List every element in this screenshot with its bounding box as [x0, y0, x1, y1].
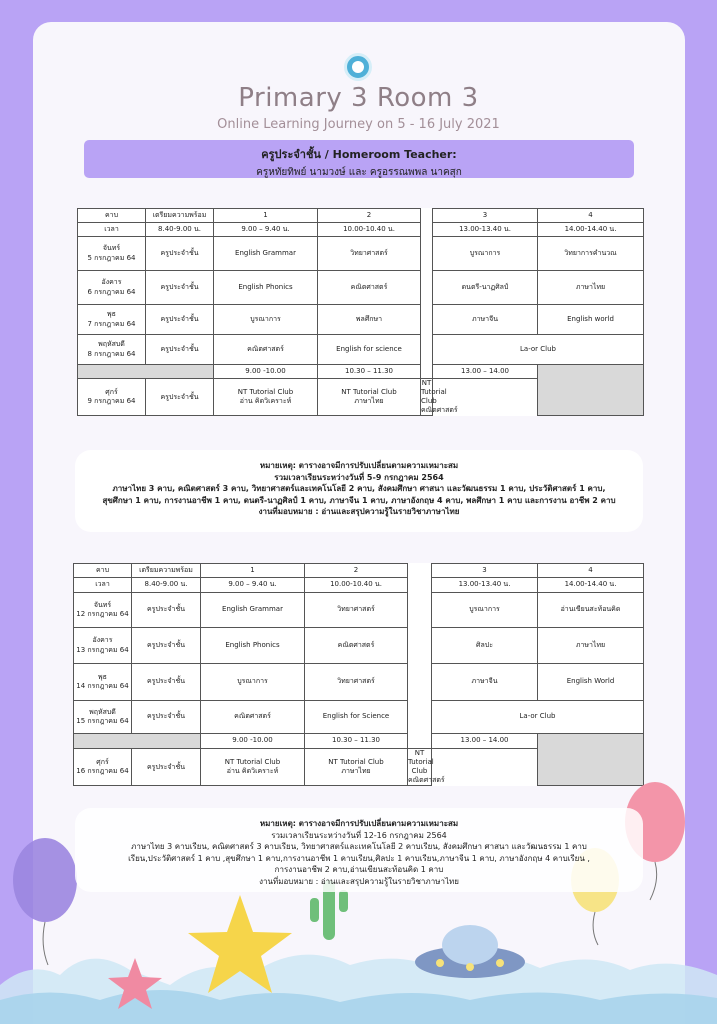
homeroom-label: ครูประจำชั้น / Homeroom Teacher:: [261, 148, 457, 161]
subject-cell: วิทยาการคำนวณ: [538, 237, 644, 271]
day-name: จันทร์: [93, 600, 112, 609]
day-name: อังคาร: [101, 278, 122, 287]
time-cell: 13.00-13.40 น.: [433, 223, 538, 237]
subject-cell: English for Science: [305, 701, 408, 734]
header-cell: 1: [214, 209, 318, 223]
time-cell: 9.00 – 9.40 น.: [201, 578, 305, 593]
time-cell: 13.00 – 14.00: [432, 734, 538, 749]
page-subtitle: Online Learning Journey on 5 - 16 July 2021: [217, 117, 500, 132]
time-cell: 13.00-13.40 น.: [432, 578, 538, 593]
subject-cell: NT Tutorial Club คณิตศาสตร์: [408, 749, 445, 785]
time-cell: เวลา: [78, 223, 146, 237]
subject-cell: คณิตศาสตร์: [201, 701, 305, 734]
subject-cell: NT Tutorial Club คณิตศาสตร์: [421, 379, 458, 415]
subject-cell: บูรณาการ: [432, 593, 538, 628]
day-date: 8 กรกฎาคม 64: [87, 349, 136, 358]
time-cell: 14.00-14.40 น.: [538, 578, 644, 593]
subject-cell: คณิตศาสตร์: [305, 628, 408, 664]
prep-cell: ครูประจำชั้น: [132, 664, 201, 701]
header-cell: 2: [305, 564, 408, 578]
day-name: พฤหัสบดี: [98, 340, 125, 349]
note-heading: หมายเหตุ: ตารางอาจมีการปรับเปลี่ยนตามความเหมาะสม: [259, 819, 459, 828]
note-week2: [75, 808, 643, 892]
header-cell: 3: [433, 209, 538, 223]
note-period: รวมเวลาเรียนระหว่างวันที่ 12-16 กรกฎาคม 2564: [271, 830, 447, 840]
subject-cell: ภาษาไทย: [538, 628, 644, 664]
time-cell: 9.00 -10.00: [201, 734, 305, 749]
subject-cell: English World: [538, 664, 644, 701]
header-cell: เตรียมความพร้อม: [146, 209, 214, 223]
header-cell: 2: [318, 209, 421, 223]
time-cell: 10.30 – 11.30: [305, 734, 408, 749]
note-line: สุขศึกษา 1 คาบ, การงานอาชีพ 1 คาบ, ดนตรี-นาฏศิลป์ 1 คาบ, ภาษาจีน 1 คาบ, ภาษาอังกฤษ 4 คาบ, พลศึกษา 1 คาบ และการงาน อาชีพ 2 คาบ: [102, 495, 616, 505]
club-subject: ภาษาไทย: [354, 397, 384, 406]
note-line: ภาษาไทย 3 คาบเรียน, คณิตศาสตร์ 3 คาบเรียน, วิทยาศาสตร์และเทคโนโลยี 2 คาบเรียน, สังคมศึกษา ศาสนา และวัฒนธรรม 1 คาบ: [131, 842, 587, 852]
day-name: จันทร์: [102, 244, 121, 253]
day-name: พุธ: [107, 310, 116, 319]
club-name: NT Tutorial Club: [224, 758, 281, 767]
subject-cell: ภาษาจีน: [433, 305, 538, 335]
prep-cell: ครูประจำชั้น: [132, 593, 201, 628]
time-cell: 9.00 – 9.40 น.: [214, 223, 318, 237]
subject-cell: พลศึกษา: [318, 305, 421, 335]
header-cell: 1: [201, 564, 305, 578]
note-period: รวมเวลาเรียนระหว่างวันที่ 5-9 กรกฎาคม 2564: [274, 472, 444, 482]
club-subject: อ่าน คิดวิเคราะห์: [226, 767, 279, 776]
note-heading: หมายเหตุ: ตารางอาจมีการปรับเปลี่ยนตามความเหมาะสม: [259, 461, 459, 470]
club-cell: La-or Club: [433, 335, 644, 365]
header-cell: 4: [538, 209, 644, 223]
note-assignment: งานที่มอบหมาย : อ่านและสรุปความรู้ในรายวิชาภาษาไทย: [258, 507, 460, 517]
time-cell: 8.40-9.00 น.: [132, 578, 201, 593]
day-name: ศุกร์: [105, 388, 118, 397]
subject-cell: English Grammar: [201, 593, 305, 628]
subject-cell: English Phonics: [201, 628, 305, 664]
subject-cell: English Grammar: [214, 237, 318, 271]
day-name: อังคาร: [92, 636, 113, 645]
time-cell: 10.00-10.40 น.: [305, 578, 408, 593]
subject-cell: English for science: [318, 335, 421, 365]
day-date: 12 กรกฎาคม 64: [76, 610, 129, 618]
day-date: 9 กรกฎาคม 64: [87, 397, 136, 406]
subject-cell: บูรณาการ: [201, 664, 305, 701]
time-cell: 10.00-10.40 น.: [318, 223, 421, 237]
club-name: NT Tutorial Club: [341, 388, 397, 397]
note-assignment: งานที่มอบหมาย : อ่านและสรุปความรู้ในรายวิชาภาษาไทย: [259, 876, 459, 886]
club-subject: ภาษาไทย: [341, 767, 371, 776]
note-line: การงานอาชีพ 2 คาบ,อ่านเขียนสะท้อนคิด 1 คาบ: [274, 865, 444, 875]
prep-cell: ครูประจำชั้น: [146, 305, 214, 335]
header-cell: คาบ: [74, 564, 132, 578]
subject-cell: ดนตรี-นาฏศิลป์: [433, 271, 538, 305]
day-date: 14 กรกฎาคม 64: [76, 682, 129, 690]
subject-cell: วิทยาศาสตร์: [305, 593, 408, 628]
prep-cell: ครูประจำชั้น: [132, 628, 201, 664]
header-cell: เตรียมความพร้อม: [132, 564, 201, 578]
day-name: พฤหัสบดี: [89, 707, 116, 716]
prep-cell: ครูประจำชั้น: [146, 271, 214, 305]
subject-cell: วิทยาศาสตร์: [318, 237, 421, 271]
club-cell: La-or Club: [432, 701, 644, 734]
note-line: เรียน,ประวัติศาสตร์ 1 คาบ ,สุขศึกษา 1 คาบ,การงานอาชีพ 1 คาบเรียน,ศิลปะ 1 คาบเรียน,ภาษาจีน 1 คาบ, ภาษาอังกฤษ 4 คาบเรียน ,: [128, 853, 590, 863]
day-date: 5 กรกฎาคม 64: [87, 253, 136, 262]
day-name: ศุกร์: [96, 758, 109, 767]
subject-cell: ภาษาไทย: [538, 271, 644, 305]
time-cell: 13.00 – 14.00: [433, 365, 538, 379]
subject-cell: ภาษาจีน: [432, 664, 538, 701]
time-cell: 14.00-14.40 น.: [538, 223, 644, 237]
day-date: 13 กรกฎาคม 64: [76, 645, 129, 654]
prep-cell: ครูประจำชั้น: [146, 237, 214, 271]
subject-cell: ศิลปะ: [432, 628, 538, 664]
balloon-purple-icon: [13, 838, 77, 922]
homeroom-names: ครูหทัยทิพย์ นามวงษ์ และ ครูอรรณพพล นาคสุก: [256, 167, 462, 178]
header-cell: 3: [432, 564, 538, 578]
day-date: 7 กรกฎาคม 64: [87, 319, 136, 328]
subject-cell: อ่านเขียนสะท้อนคิด: [538, 593, 644, 628]
time-cell: 8.40-9.00 น.: [146, 223, 214, 237]
time-cell: 10.30 – 11.30: [318, 365, 421, 379]
subject-cell: คณิตศาสตร์: [318, 271, 421, 305]
prep-cell: ครูประจำชั้น: [132, 701, 201, 734]
subject-cell: บูรณาการ: [214, 305, 318, 335]
day-date: 6 กรกฎาคม 64: [87, 287, 136, 296]
subject-cell: English Phonics: [214, 271, 318, 305]
prep-cell: ครูประจำชั้น: [146, 335, 214, 365]
prep-cell: ครูประจำชั้น: [132, 749, 201, 786]
note-line: ภาษาไทย 3 คาบ, คณิตศาสตร์ 3 คาบ, วิทยาศาสตร์และเทคโนโลยี 2 คาบ, สังคมศึกษา ศาสนา และวัฒนธรรม 1 คาบ, ประวัติศาสตร์ 1 คาบ,: [112, 484, 606, 494]
subject-cell: คณิตศาสตร์: [214, 335, 318, 365]
header-cell: 4: [538, 564, 644, 578]
day-date: 16 กรกฎาคม 64: [76, 767, 129, 776]
header-cell: คาบ: [78, 209, 146, 223]
day-date: 15 กรกฎาคม 64: [76, 717, 129, 725]
page-title: Primary 3 Room 3: [238, 83, 479, 113]
subject-cell: วิทยาศาสตร์: [305, 664, 408, 701]
club-subject: อ่าน คิดวิเคราะห์: [239, 397, 292, 406]
time-cell: 9.00 -10.00: [214, 365, 318, 379]
club-name: NT Tutorial Club: [237, 388, 294, 397]
subject-cell: บูรณาการ: [433, 237, 538, 271]
subject-cell: English world: [538, 305, 644, 335]
day-name: พุธ: [98, 672, 107, 681]
club-name: NT Tutorial Club: [328, 758, 384, 767]
prep-cell: ครูประจำชั้น: [146, 379, 214, 416]
time-cell: เวลา: [74, 578, 132, 593]
